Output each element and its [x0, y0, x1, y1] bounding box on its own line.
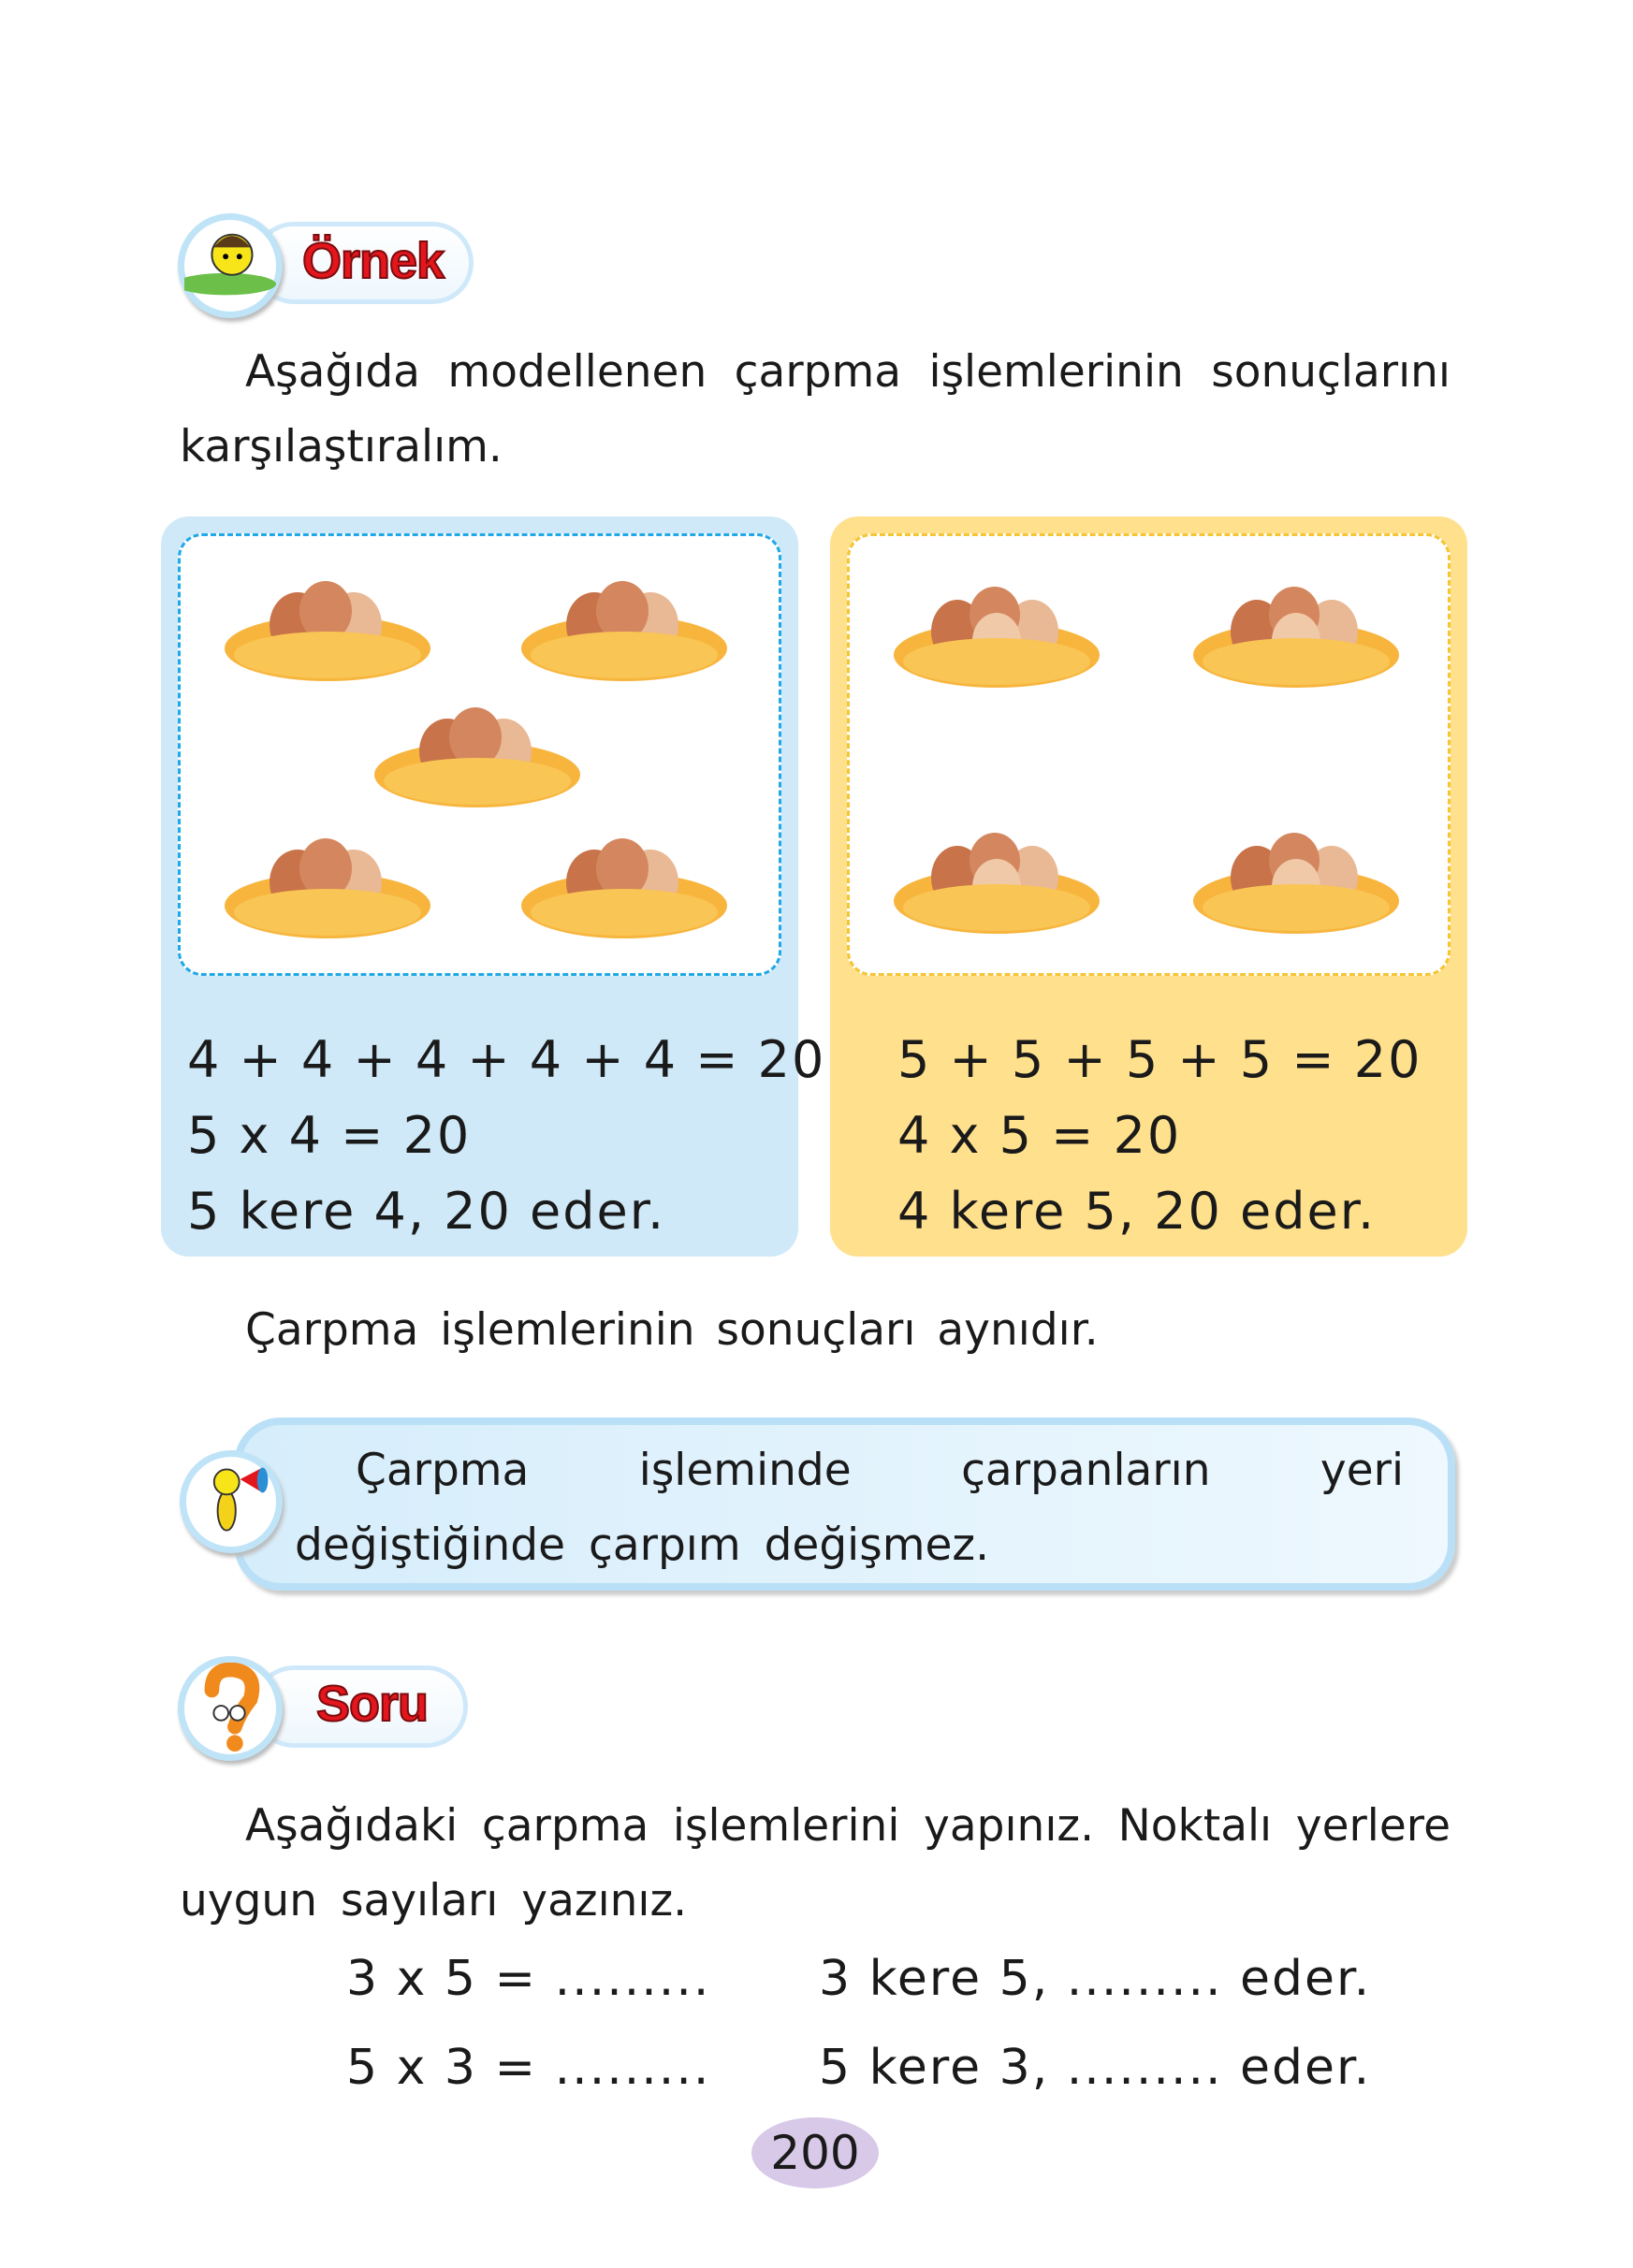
addition-equation: 5 + 5 + 5 + 5 = 20 [897, 1030, 1422, 1089]
verbal-equation: 5 kere 4, 20 eder. [187, 1182, 666, 1241]
nest-with-eggs-icon [1191, 821, 1402, 943]
nest-with-eggs-icon [519, 569, 730, 691]
nest-with-eggs-icon [892, 821, 1102, 943]
nest-with-eggs-icon [1191, 575, 1402, 697]
exercise-1-multiplication[interactable]: 3 x 5 = ......... [346, 1951, 711, 2007]
exercise-2-multiplication[interactable]: 5 x 3 = ......... [346, 2040, 711, 2096]
page-number: 200 [751, 2117, 879, 2188]
example-title: Örnek [302, 233, 445, 289]
panel-five-nests [161, 516, 826, 1257]
nest-with-eggs-icon [372, 695, 583, 817]
verbal-equation: 4 kere 5, 20 eder. [897, 1182, 1377, 1241]
nest-with-eggs-icon [223, 569, 433, 691]
conclusion-text: Çarpma işlemlerinin sonuçları aynıdır. [245, 1304, 1099, 1356]
question-mark-character-icon [178, 1656, 283, 1761]
question-title: Soru [316, 1676, 429, 1732]
multiplication-equation: 4 x 5 = 20 [897, 1106, 1182, 1165]
example-intro: Aşağıda modellenen çarpma işlemlerinin sonuçlarını karşılaştıralım. [180, 346, 1451, 472]
nest-model-area [847, 533, 1451, 976]
nest-with-eggs-icon [519, 826, 730, 948]
addition-equation: 4 + 4 + 4 + 4 + 4 = 20 [187, 1030, 826, 1089]
bee-megaphone-icon [180, 1450, 283, 1553]
bee-writing-icon [178, 213, 283, 318]
question-text: Aşağıdaki çarpma işlemlerini yapınız. Noktalı yerlere uygun sayıları yazınız. [180, 1800, 1451, 1926]
exercise-2-verbal[interactable]: 5 kere 3, ......... eder. [819, 2040, 1372, 2096]
nest-model-area [178, 533, 781, 976]
nest-with-eggs-icon [892, 575, 1102, 697]
panel-four-nests [830, 516, 1467, 1257]
multiplication-equation: 5 x 4 = 20 [187, 1106, 472, 1165]
info-text: Çarpma işleminde çarpanların yeri değiştiğinde çarpım değişmez. [295, 1445, 1404, 1571]
nest-with-eggs-icon [223, 826, 433, 948]
exercise-1-verbal[interactable]: 3 kere 5, ......... eder. [819, 1951, 1372, 2007]
